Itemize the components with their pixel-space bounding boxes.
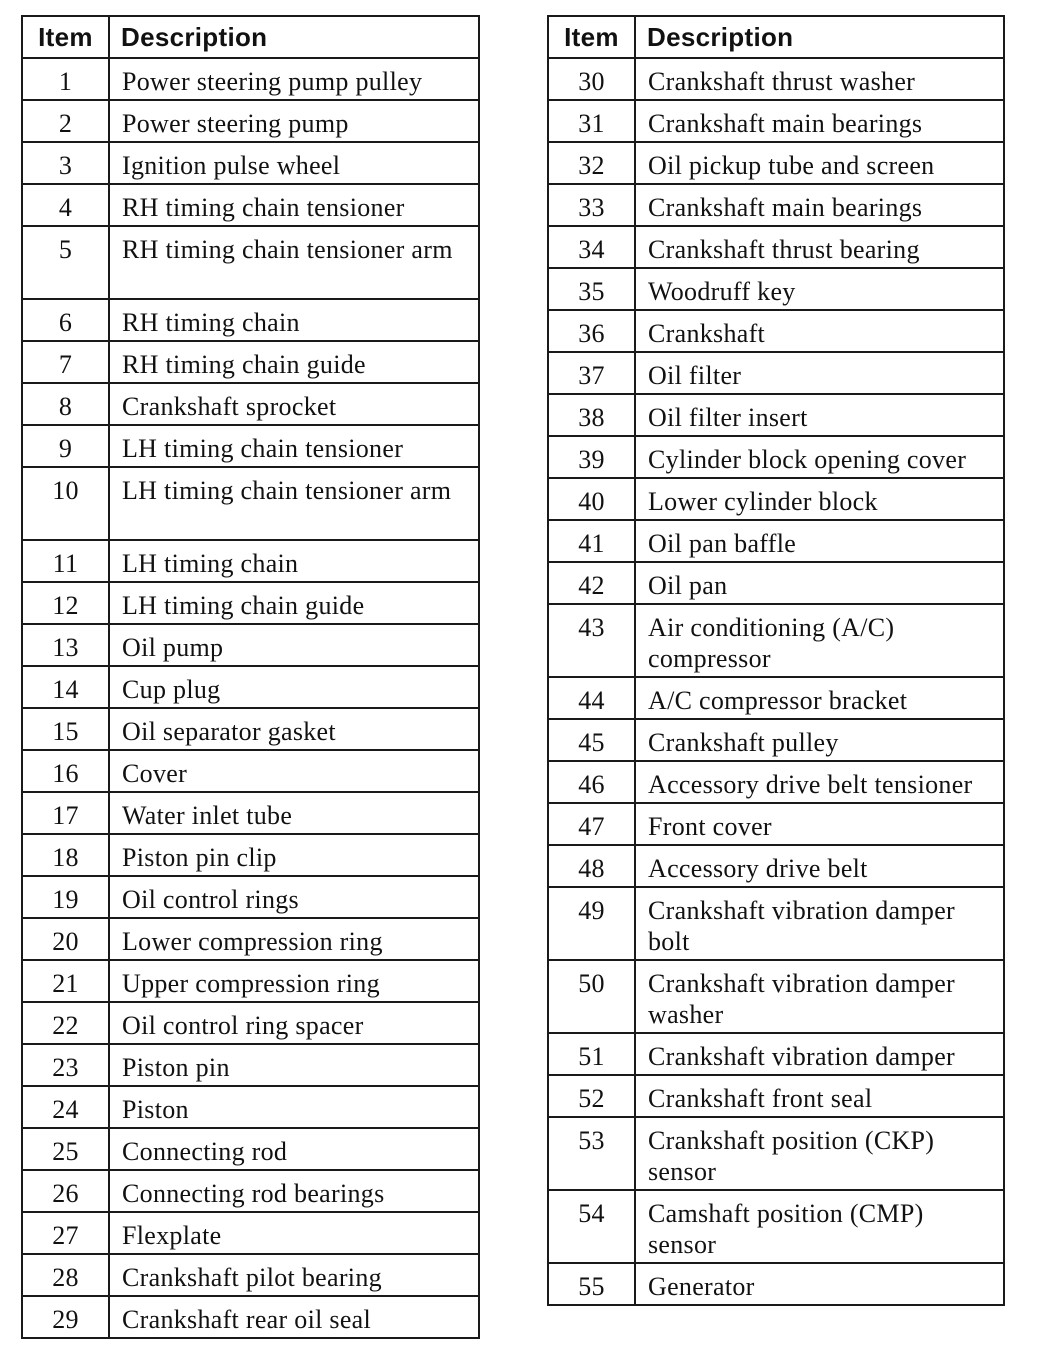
header-row	[548, 16, 1004, 58]
item-number-cell: 46	[548, 761, 635, 803]
item-number-cell: 14	[22, 666, 109, 708]
item-number-cell: 9	[22, 425, 109, 467]
table-row	[548, 268, 1004, 310]
table-row	[22, 792, 479, 834]
table-row	[548, 845, 1004, 887]
table-row	[22, 1086, 479, 1128]
table-row	[22, 1002, 479, 1044]
item-number-cell: 1	[22, 58, 109, 100]
description-cell: Piston pin	[109, 1044, 479, 1086]
item-number-cell: 32	[548, 142, 635, 184]
description-cell: Power steering pump	[109, 100, 479, 142]
table-row	[548, 100, 1004, 142]
table-row	[22, 666, 479, 708]
table-row	[22, 425, 479, 467]
description-cell: Oil pan	[635, 562, 1004, 604]
table-row	[548, 761, 1004, 803]
description-cell: Accessory drive belt	[635, 845, 1004, 887]
table-row	[548, 394, 1004, 436]
item-number-cell: 27	[22, 1212, 109, 1254]
table-row	[548, 803, 1004, 845]
description-cell: A/C compressor bracket	[635, 677, 1004, 719]
description-cell: Camshaft position (CMP) sensor	[635, 1190, 1004, 1263]
table-row	[548, 520, 1004, 562]
item-number-cell: 55	[548, 1263, 635, 1305]
description-cell: Crankshaft thrust bearing	[635, 226, 1004, 268]
item-number-cell: 24	[22, 1086, 109, 1128]
table-row	[22, 467, 479, 540]
table-row	[548, 226, 1004, 268]
item-number-cell: 22	[22, 1002, 109, 1044]
table-row	[22, 1212, 479, 1254]
item-number-cell: 21	[22, 960, 109, 1002]
table-row	[22, 341, 479, 383]
item-number-cell: 51	[548, 1033, 635, 1075]
item-number-cell: 19	[22, 876, 109, 918]
item-number-cell: 39	[548, 436, 635, 478]
description-cell: Oil separator gasket	[109, 708, 479, 750]
item-number-cell: 3	[22, 142, 109, 184]
description-cell: RH timing chain tensioner arm	[109, 226, 479, 299]
description-cell: Crankshaft position (CKP) sensor	[635, 1117, 1004, 1190]
item-number-cell: 36	[548, 310, 635, 352]
description-cell: Crankshaft pulley	[635, 719, 1004, 761]
table-row	[22, 1296, 479, 1338]
table-row	[548, 1117, 1004, 1190]
description-cell: Oil filter	[635, 352, 1004, 394]
item-number-cell: 20	[22, 918, 109, 960]
item-number-cell: 13	[22, 624, 109, 666]
description-cell: Woodruff key	[635, 268, 1004, 310]
table-row	[548, 604, 1004, 677]
item-number-cell: 34	[548, 226, 635, 268]
item-number-cell: 28	[22, 1254, 109, 1296]
table-row	[22, 750, 479, 792]
item-number-cell: 15	[22, 708, 109, 750]
table-row	[22, 1044, 479, 1086]
table-row	[22, 708, 479, 750]
table-row	[22, 960, 479, 1002]
table-row	[548, 352, 1004, 394]
description-cell: Lower cylinder block	[635, 478, 1004, 520]
table-row	[548, 719, 1004, 761]
table-row	[22, 876, 479, 918]
description-cell: Crankshaft	[635, 310, 1004, 352]
table-row	[548, 1190, 1004, 1263]
description-cell: Oil pickup tube and screen	[635, 142, 1004, 184]
description-cell: Water inlet tube	[109, 792, 479, 834]
item-number-cell: 35	[548, 268, 635, 310]
table-row	[548, 184, 1004, 226]
description-cell: Crankshaft front seal	[635, 1075, 1004, 1117]
item-number-cell: 2	[22, 100, 109, 142]
item-number-cell: 48	[548, 845, 635, 887]
table-row	[548, 310, 1004, 352]
item-number-cell: 40	[548, 478, 635, 520]
description-cell: Crankshaft sprocket	[109, 383, 479, 425]
table-row	[22, 1170, 479, 1212]
description-cell: RH timing chain guide	[109, 341, 479, 383]
description-cell: Crankshaft vibration damper bolt	[635, 887, 1004, 960]
description-cell: Cylinder block opening cover	[635, 436, 1004, 478]
table-row	[22, 918, 479, 960]
description-cell: Piston	[109, 1086, 479, 1128]
item-number-cell: 41	[548, 520, 635, 562]
description-cell: Connecting rod	[109, 1128, 479, 1170]
description-cell: RH timing chain	[109, 299, 479, 341]
table-row	[548, 142, 1004, 184]
item-number-cell: 49	[548, 887, 635, 960]
parts-table-left	[21, 15, 480, 1339]
description-column-header: Description	[635, 16, 1004, 58]
table-row	[22, 1128, 479, 1170]
item-number-cell: 25	[22, 1128, 109, 1170]
item-column-header: Item	[22, 16, 109, 58]
table-row	[22, 184, 479, 226]
description-cell: Crankshaft rear oil seal	[109, 1296, 479, 1338]
item-number-cell: 53	[548, 1117, 635, 1190]
item-number-cell: 5	[22, 226, 109, 299]
table-row	[22, 383, 479, 425]
item-number-cell: 23	[22, 1044, 109, 1086]
description-cell: Connecting rod bearings	[109, 1170, 479, 1212]
description-cell: Upper compression ring	[109, 960, 479, 1002]
description-cell: Generator	[635, 1263, 1004, 1305]
item-number-cell: 44	[548, 677, 635, 719]
description-cell: Cup plug	[109, 666, 479, 708]
description-cell: Oil pump	[109, 624, 479, 666]
description-cell: Ignition pulse wheel	[109, 142, 479, 184]
description-cell: Accessory drive belt tensioner	[635, 761, 1004, 803]
table-row	[22, 834, 479, 876]
description-cell: Crankshaft pilot bearing	[109, 1254, 479, 1296]
table-row	[22, 1254, 479, 1296]
item-number-cell: 45	[548, 719, 635, 761]
table-row	[22, 299, 479, 341]
table-row	[22, 582, 479, 624]
table-row	[22, 540, 479, 582]
table-row	[548, 1263, 1004, 1305]
item-number-cell: 47	[548, 803, 635, 845]
description-cell: Crankshaft vibration damper	[635, 1033, 1004, 1075]
description-column-header: Description	[109, 16, 479, 58]
description-cell: Oil pan baffle	[635, 520, 1004, 562]
table-row	[548, 58, 1004, 100]
item-number-cell: 16	[22, 750, 109, 792]
table-row	[548, 478, 1004, 520]
item-number-cell: 29	[22, 1296, 109, 1338]
item-number-cell: 33	[548, 184, 635, 226]
table-row	[22, 142, 479, 184]
table-row	[548, 677, 1004, 719]
item-number-cell: 6	[22, 299, 109, 341]
description-cell: Oil control rings	[109, 876, 479, 918]
description-cell: Oil control ring spacer	[109, 1002, 479, 1044]
header-row	[22, 16, 479, 58]
item-column-header: Item	[548, 16, 635, 58]
description-cell: RH timing chain tensioner	[109, 184, 479, 226]
item-number-cell: 18	[22, 834, 109, 876]
description-cell: Oil filter insert	[635, 394, 1004, 436]
description-cell: Power steering pump pulley	[109, 58, 479, 100]
description-cell: LH timing chain guide	[109, 582, 479, 624]
item-number-cell: 11	[22, 540, 109, 582]
description-cell: Crankshaft main bearings	[635, 100, 1004, 142]
description-cell: LH timing chain tensioner arm	[109, 467, 479, 540]
description-cell: LH timing chain	[109, 540, 479, 582]
description-cell: Cover	[109, 750, 479, 792]
description-cell: Lower compression ring	[109, 918, 479, 960]
table-row	[22, 58, 479, 100]
table-row	[548, 960, 1004, 1033]
table-row	[548, 1033, 1004, 1075]
description-cell: LH timing chain tensioner	[109, 425, 479, 467]
description-cell: Piston pin clip	[109, 834, 479, 876]
table-row	[22, 226, 479, 299]
table-row	[22, 100, 479, 142]
description-cell: Crankshaft thrust washer	[635, 58, 1004, 100]
item-number-cell: 54	[548, 1190, 635, 1263]
item-number-cell: 17	[22, 792, 109, 834]
description-cell: Flexplate	[109, 1212, 479, 1254]
item-number-cell: 38	[548, 394, 635, 436]
description-cell: Front cover	[635, 803, 1004, 845]
table-row	[22, 624, 479, 666]
item-number-cell: 4	[22, 184, 109, 226]
table-row	[548, 436, 1004, 478]
description-cell: Air conditioning (A/C) compressor	[635, 604, 1004, 677]
description-cell: Crankshaft main bearings	[635, 184, 1004, 226]
parts-table-right	[547, 15, 1005, 1306]
item-number-cell: 52	[548, 1075, 635, 1117]
item-number-cell: 10	[22, 467, 109, 540]
item-number-cell: 8	[22, 383, 109, 425]
item-number-cell: 43	[548, 604, 635, 677]
item-number-cell: 26	[22, 1170, 109, 1212]
item-number-cell: 7	[22, 341, 109, 383]
item-number-cell: 50	[548, 960, 635, 1033]
item-number-cell: 12	[22, 582, 109, 624]
item-number-cell: 37	[548, 352, 635, 394]
item-number-cell: 30	[548, 58, 635, 100]
description-cell: Crankshaft vibration damper washer	[635, 960, 1004, 1033]
item-number-cell: 42	[548, 562, 635, 604]
table-row	[548, 562, 1004, 604]
table-row	[548, 1075, 1004, 1117]
item-number-cell: 31	[548, 100, 635, 142]
table-row	[548, 887, 1004, 960]
